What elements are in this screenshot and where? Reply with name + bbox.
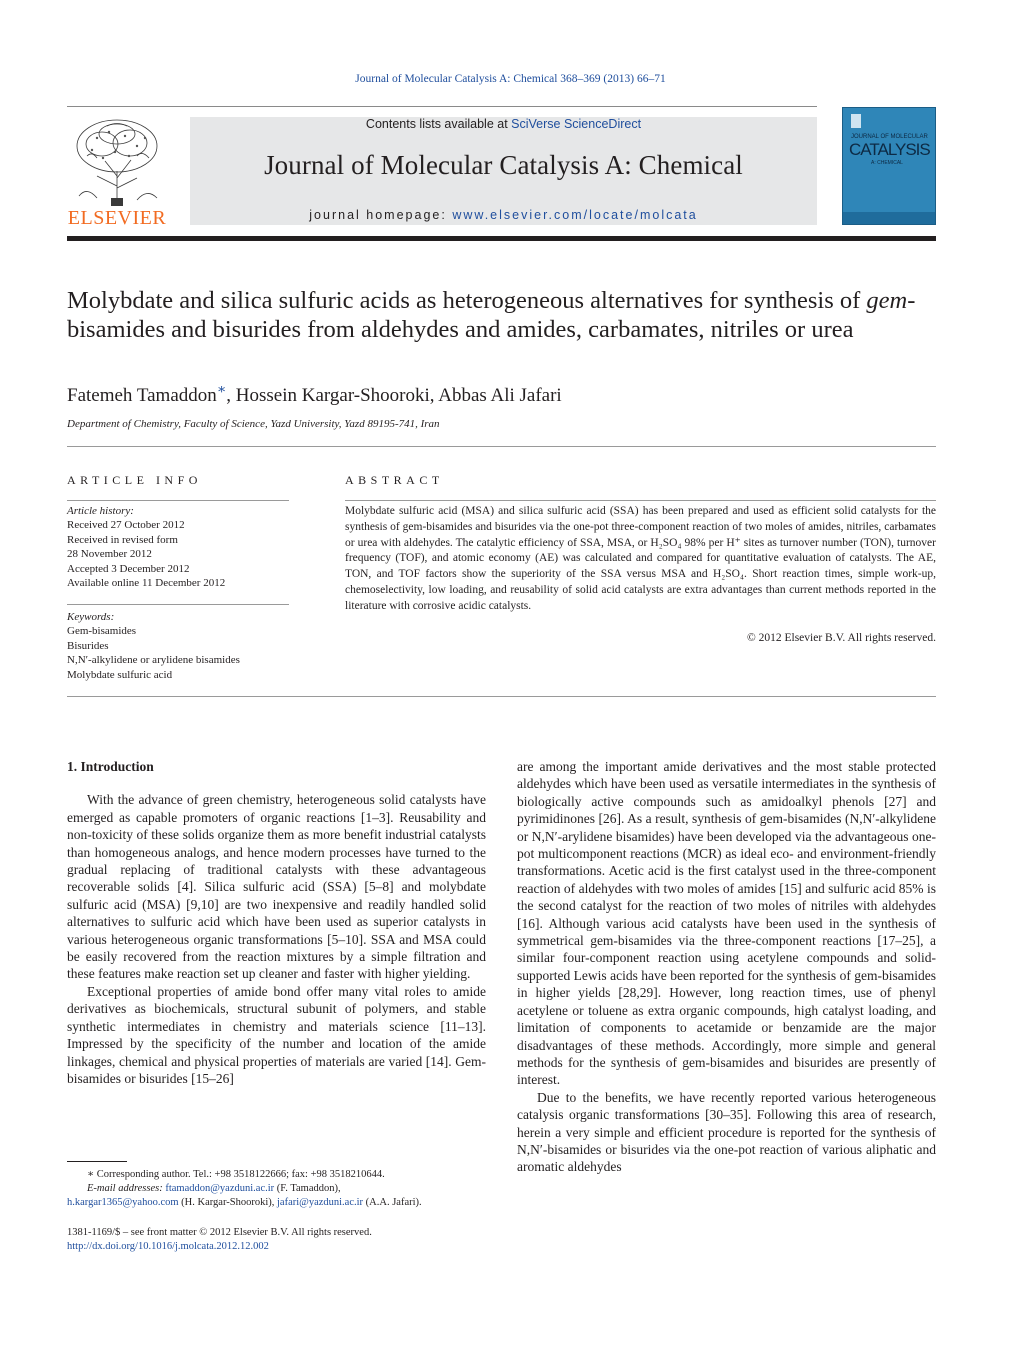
section-heading-introduction: 1. Introduction — [67, 759, 154, 774]
abstract-rule — [345, 500, 936, 501]
header-thick-rule — [67, 236, 936, 241]
title-rule — [67, 446, 936, 447]
email-link[interactable]: ftamaddon@yazduni.ac.ir — [165, 1183, 275, 1195]
history-line: Available online 11 December 2012 — [67, 577, 226, 590]
body-column-left — [67, 758, 486, 1087]
corresponding-author-marker[interactable]: ∗ — [216, 382, 227, 398]
author-list — [67, 382, 562, 407]
homepage-prefix: journal homepage: — [309, 208, 453, 222]
article-info-heading: ARTICLE INFO — [67, 473, 202, 487]
sciencedirect-link[interactable]: SciVerse ScienceDirect — [511, 117, 642, 131]
header-rule — [67, 106, 817, 107]
keyword-item: Gem-bisamides — [67, 625, 137, 638]
keyword-item: Bisurides — [67, 639, 109, 652]
keyword-item: Molybdate sulfuric acid — [67, 668, 173, 681]
homepage-link[interactable]: www.elsevier.com/locate/molcata — [452, 208, 698, 222]
footnote-emails-line1 — [67, 1182, 507, 1196]
keywords-label: Keywords: — [67, 611, 115, 623]
keywords-rule — [67, 604, 289, 605]
elsevier-logo-text: ELSEVIER — [67, 207, 167, 229]
cover-title: CATALYSIS — [849, 140, 930, 159]
abstract-bottom-rule — [67, 696, 936, 697]
doi-link[interactable]: http://dx.doi.org/10.1016/j.molcata.2012.12.002 — [67, 1241, 269, 1253]
article-info-rule — [67, 500, 289, 501]
journal-homepage — [190, 208, 817, 222]
journal-reference[interactable]: Journal of Molecular Catalysis A: Chemical 368–369 (2013) 66–71 — [355, 73, 666, 85]
cover-subtitle: A: CHEMICAL — [871, 160, 903, 166]
elsevier-tree-logo-icon — [67, 116, 167, 208]
corresponding-author-footnote — [67, 1168, 507, 1211]
cover-strip — [843, 212, 936, 225]
history-label: Article history: — [67, 505, 134, 517]
history-line: Accepted 3 December 2012 — [67, 562, 190, 575]
journal-title: Journal of Molecular Catalysis A: Chemical — [264, 150, 743, 180]
title-part2: -bisamides and bisurides from aldehydes and amides, carbamates, nitriles or urea — [67, 287, 916, 343]
issn-line: 1381-1169/$ – see front matter © 2012 Elsevier B.V. All rights reserved. — [67, 1227, 372, 1238]
contents-line — [190, 117, 817, 131]
journal-cover-thumbnail-icon[interactable] — [842, 107, 936, 225]
paragraph: are among the important amide derivatives and the most stable protected aldehydes which have been used as versatile intermediates in the synthesis of biologically active compounds such as amidoalkyl phenols [27] and pyrimidinones [26]. As a result, synthesis of gem-bisamides (N,N′-alkylidene or N,N′-arylidene bisamides) have been developed via the advantageous one-pot multicomponent reactions (MCR) as ideal eco- and environment-friendly transformations. Acetic acid is the first catalyst used in the three-component reaction of aldehydes with two moles of amides [15] and sulfuric acid 85% is the second catalyst for the reaction of two moles of nitriles with aldehydes [16]. Although various acid catalysts have been used in the synthesis of symmetrical gem-bisamides via the three-component reactions [17–25], a similar four-component reaction using acetylene compounds and solid-supported Lewis acids have been reported for the synthesis of gem-bisamides in higher yields [28,29]. However, long reaction times, use of phenyl acetylene or toluene as extra organic compounds, high catalyst loading, and limitation of components to acetamide or benzamide are the major disadvantages of these methods. Accordingly, more simple and general methods for the synthesis of gem-bisamides and bisurides are presently of interest. — [517, 759, 936, 1088]
abstract-text: Molybdate sulfuric acid (MSA) and silica sulfuric acid (SSA) has been prepared and used as efficient solid catalysts for the synthesis of gem-bisamides and bisurides via the one-pot three-component reaction of two moles of amides, nitriles, carbamates or urea with aldehydes. The catalytic efficiency of SSA, MSA, or H₂SO₄ 98% per H⁺ sites as turnover number (TON), turnover frequency (TOF), and atomic economy (AE) was calculated and compared for quantitative evaluation of catalysts. The AE, TON, and TOF factors show the superiority of the SSA versus MSA and H₂SO₄. Short reaction times, simple work-up, chemoselectivity, low loading, and reusability of solid acid catalysts are extra advantages than current methods reported in the literature with corrosive acidic catalysts. — [345, 505, 936, 612]
cover-small-text: JOURNAL OF MOLECULAR — [851, 134, 928, 140]
email-link[interactable]: jafari@yazduni.ac.ir — [277, 1197, 364, 1209]
article-title — [67, 286, 942, 344]
author-first: Fatemeh Tamaddon — [67, 385, 217, 406]
history-line: 28 November 2012 — [67, 548, 152, 561]
authors-rest: , Hossein Kargar-Shooroki, Abbas Ali Jafari — [226, 385, 562, 406]
email-owner: (F. Tamaddon), — [274, 1183, 341, 1195]
paragraph: Due to the benefits, we have recently reported various heterogeneous catalysis organic transformations [30–35]. Following this area of research, herein a very simple and efficient procedure is reported for the synthesis of N,N′-bisamides or bisurides via the one-pot reaction of various aliphatic and aromatic aldehydes — [517, 1089, 936, 1175]
history-line: Received in revised form — [67, 533, 178, 546]
affiliation: Department of Chemistry, Faculty of Science, Yazd University, Yazd 89195-741, Iran — [67, 418, 440, 430]
title-part1: Molybdate and silica sulfuric acids as heterogeneous alternatives for synthesis of — [67, 287, 867, 314]
article-history — [67, 504, 297, 590]
cover-emblem — [851, 114, 861, 128]
footnote-emails-line2 — [67, 1196, 507, 1210]
keywords-list — [67, 610, 297, 682]
email-owner: (A.A. Jafari). — [363, 1197, 422, 1209]
contents-prefix: Contents lists available at — [365, 117, 512, 131]
footnote-corresponding: ∗ Corresponding author. Tel.: +98 3518122666; fax: +98 3518210644. — [87, 1169, 385, 1180]
email-label: E-mail addresses: — [87, 1183, 166, 1195]
paragraph: With the advance of green chemistry, heterogeneous solid catalysts have emerged as capable promoters of organic reactions [1–3]. Reusability and non-toxicity of these solids organize them as more benefit industrial catalysts than homogeneous analogs, and hence modern processes have turned to the gradual replacing of traditional catalysts with these advantageous recoverable solids [4]. Silica sulfuric acid (SSA) [5–8] and molybdate sulfuric acid (MSA) [9,10] are two inexpensive and readily handled solid alternatives to sulfuric acid which have been used as superior catalysts in various heterogeneous organic transformations [5–10]. SSA and MSA could be easily recovered from the reaction mixtures by a simple filtration and these features make reaction set up cleaner and faster with higher yielding. — [67, 792, 486, 982]
history-line: Received 27 October 2012 — [67, 519, 185, 532]
email-owner: (H. Kargar-Shooroki), — [178, 1197, 277, 1209]
keyword-item: N,N′-alkylidene or arylidene bisamides — [67, 654, 240, 667]
issn-block — [67, 1226, 507, 1254]
footnote-rule — [67, 1161, 127, 1162]
abstract-copyright: © 2012 Elsevier B.V. All rights reserved. — [747, 632, 936, 644]
title-italic: gem — [866, 287, 908, 314]
paragraph: Exceptional properties of amide bond offer many vital roles to amide derivatives as biochemicals, structural subunit of polymers, and stable synthetic intermediates in chemistry and materials science [11–13]. Impressed by the specificity of the number and location of the amide linkages, chemical and physical properties of materials are varied [14]. Gem-bisamides or bisurides [15–26] — [67, 983, 486, 1086]
body-column-right — [517, 758, 936, 1176]
email-link[interactable]: h.kargar1365@yahoo.com — [67, 1197, 179, 1209]
abstract-heading: ABSTRACT — [345, 473, 444, 487]
